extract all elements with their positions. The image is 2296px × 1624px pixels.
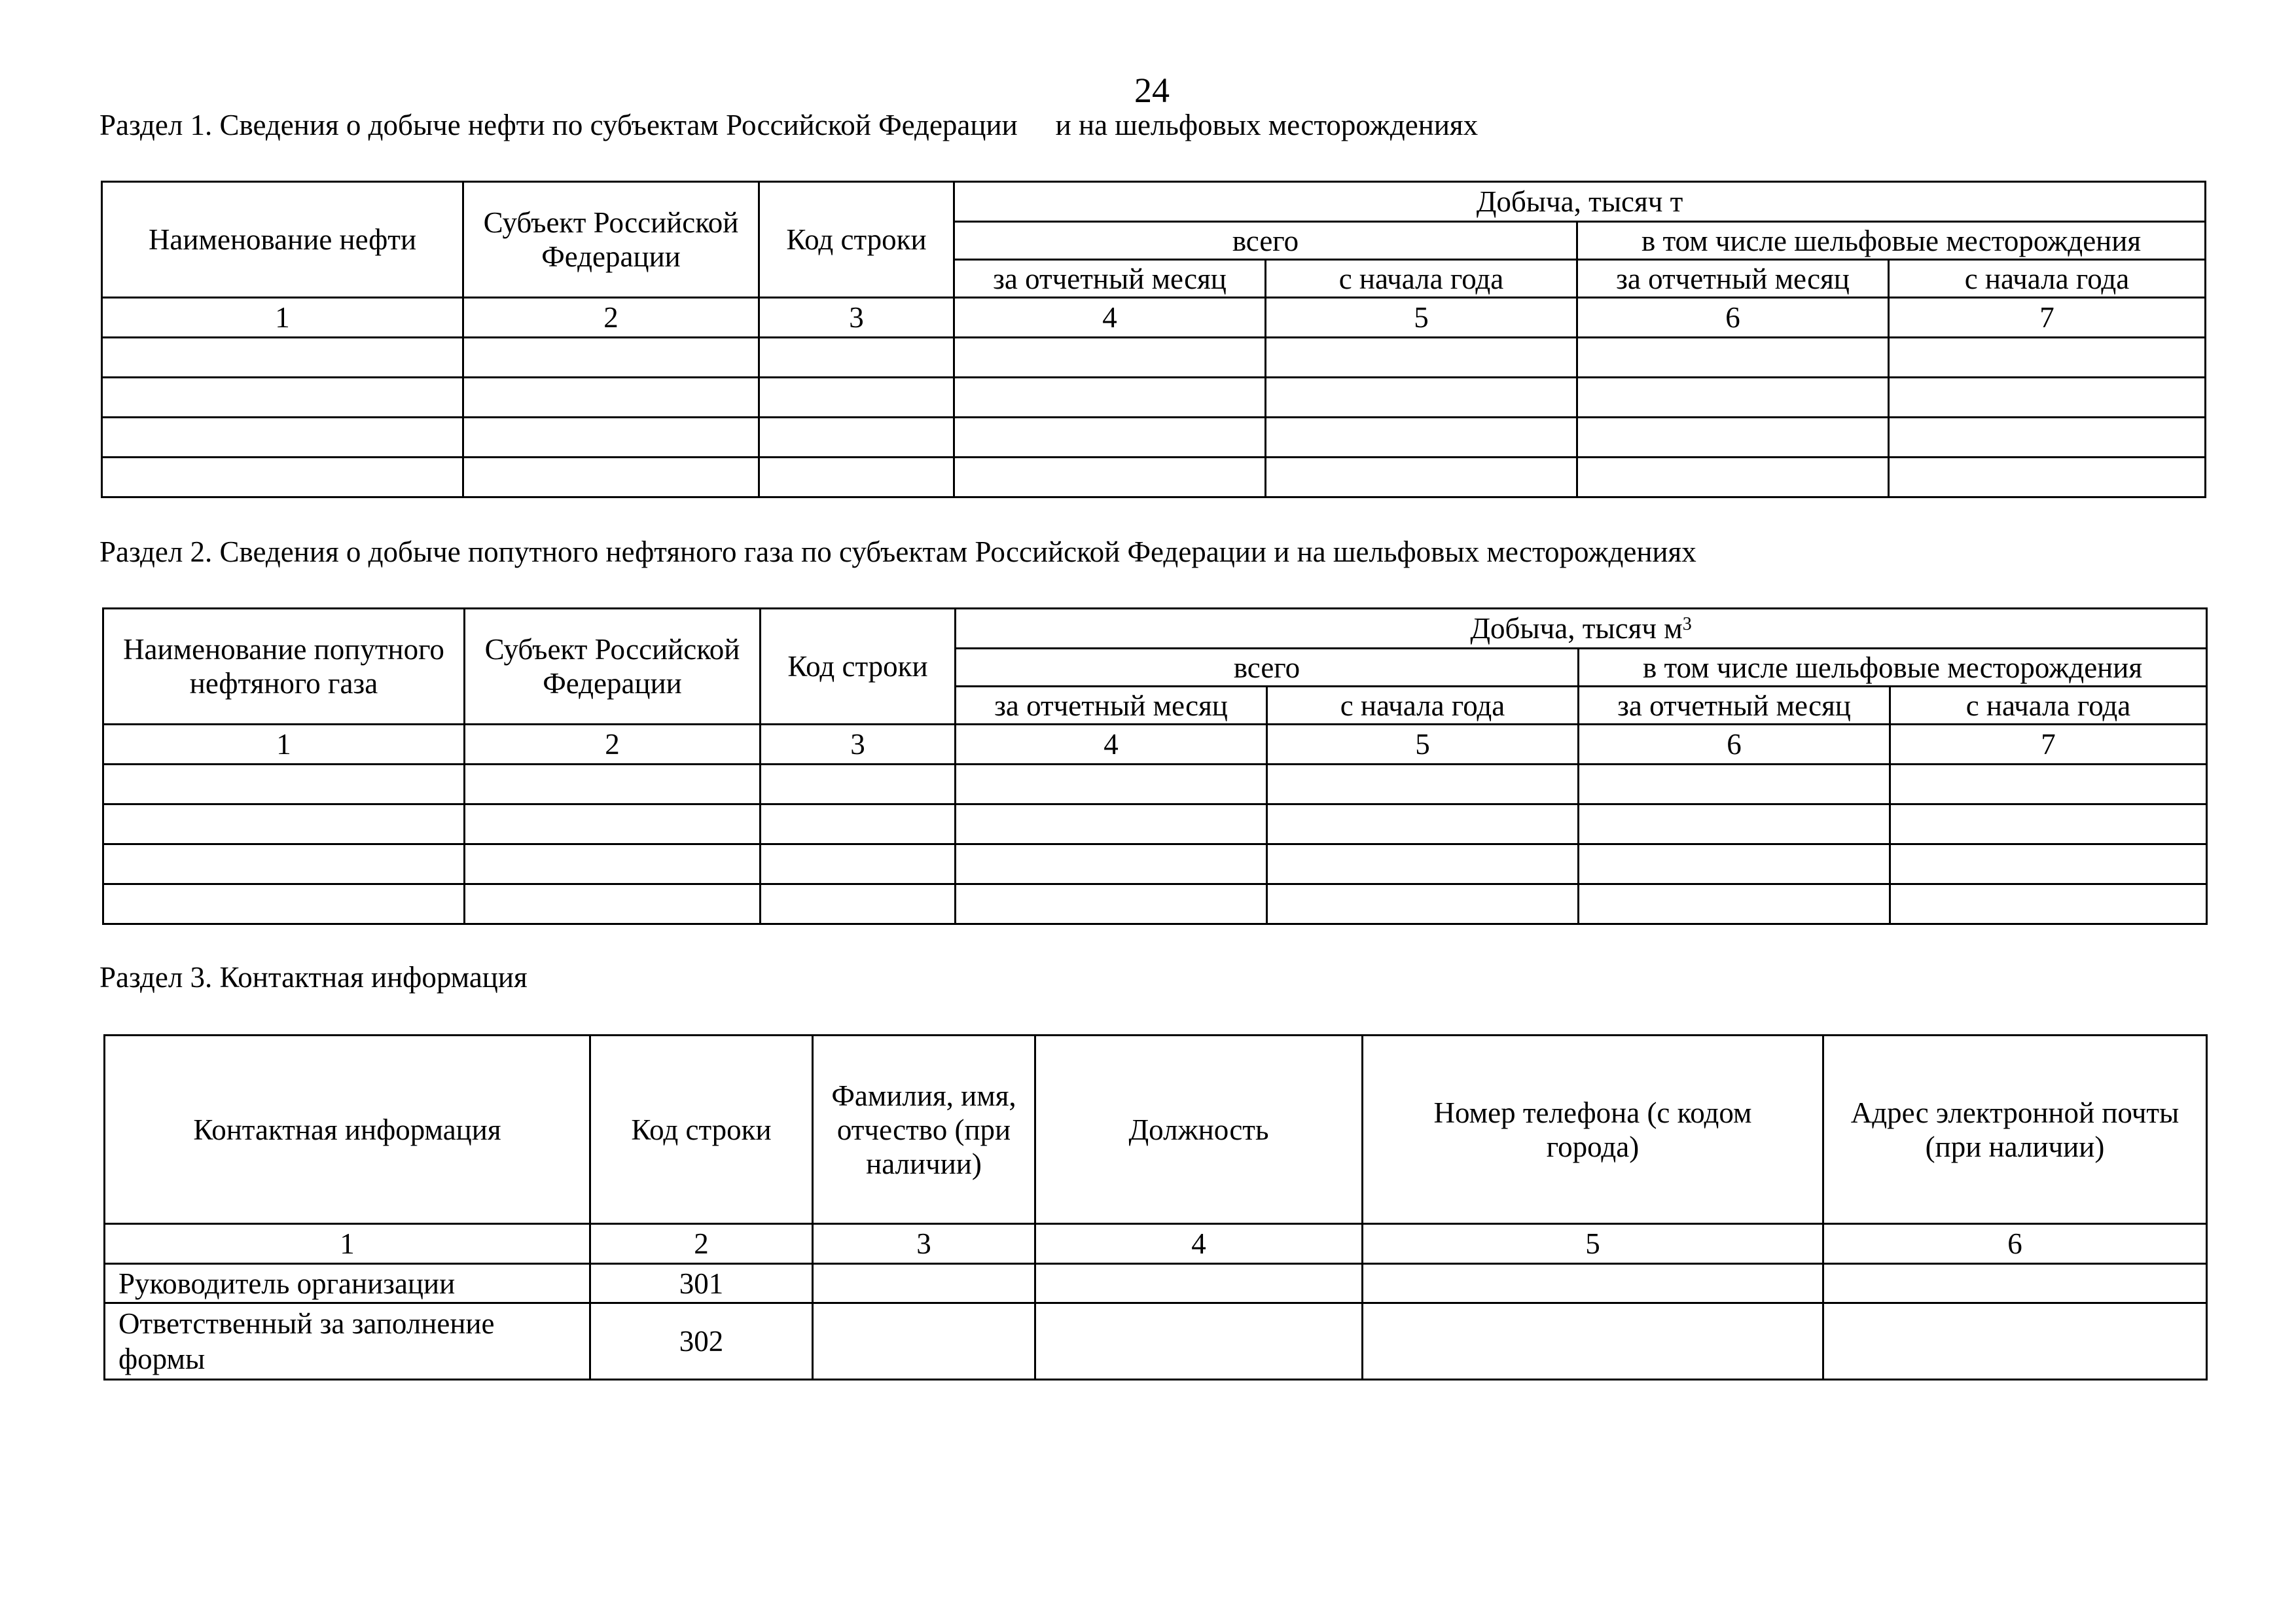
empty-cell[interactable] (761, 844, 956, 884)
table-row (102, 458, 2206, 497)
empty-cell[interactable] (1890, 844, 2207, 884)
s2-header-production (956, 609, 2207, 649)
s1-colnum: 5 (1266, 298, 1577, 338)
s1-colnum: 6 (1577, 298, 1889, 338)
empty-cell[interactable] (1579, 765, 1890, 804)
empty-cell[interactable] (956, 765, 1267, 804)
s1-header-total-year: с начала года (1266, 260, 1577, 298)
s2-header-total-year: с начала года (1267, 687, 1579, 725)
s3-colnum: 2 (590, 1224, 813, 1264)
empty-cell[interactable] (956, 844, 1267, 884)
empty-cell[interactable] (759, 458, 954, 497)
empty-cell[interactable] (761, 804, 956, 844)
empty-cell[interactable] (1035, 1303, 1363, 1380)
s3-row-code: 302 (590, 1303, 813, 1380)
empty-cell[interactable] (1267, 884, 1579, 924)
s3-colnum: 5 (1363, 1224, 1823, 1264)
empty-cell[interactable] (813, 1264, 1035, 1303)
empty-cell[interactable] (463, 418, 759, 458)
s1-colnum: 2 (463, 298, 759, 338)
s2-header-name: Наименование попутного нефтяного газа (103, 609, 465, 725)
empty-cell[interactable] (1577, 418, 1889, 458)
empty-cell[interactable] (103, 844, 465, 884)
table-row (103, 804, 2207, 844)
s2-production-unit-power: 3 (1682, 614, 1692, 634)
s3-row-label: Ответственный за заполнение формы (105, 1303, 590, 1380)
section2-table (102, 607, 2208, 925)
s1-header-shelf-month: за отчетный месяц (1577, 260, 1889, 298)
s2-header-total: всего (956, 649, 1579, 687)
section2-title: Раздел 2. Сведения о добыче попутного нефтяного газа по субъектам Российской Федерации и на шельфовых месторождениях (99, 535, 1696, 568)
s3-column-numbers-row (105, 1224, 2207, 1264)
s3-row-code: 301 (590, 1264, 813, 1303)
empty-cell[interactable] (954, 418, 1266, 458)
empty-cell[interactable] (1890, 765, 2207, 804)
s2-column-numbers-row (103, 725, 2207, 765)
empty-cell[interactable] (102, 378, 463, 418)
empty-cell[interactable] (102, 418, 463, 458)
empty-cell[interactable] (761, 765, 956, 804)
s1-header-production: Добыча, тысяч т (954, 182, 2206, 222)
empty-cell[interactable] (759, 378, 954, 418)
empty-cell[interactable] (956, 884, 1267, 924)
empty-cell[interactable] (1579, 884, 1890, 924)
empty-cell[interactable] (1577, 338, 1889, 378)
section1-table (101, 181, 2206, 498)
s3-header-phone: Номер телефона (с кодом города) (1363, 1036, 1823, 1224)
s2-header-shelf-month: за отчетный месяц (1579, 687, 1890, 725)
empty-cell[interactable] (463, 458, 759, 497)
empty-cell[interactable] (1266, 338, 1577, 378)
s1-colnum: 3 (759, 298, 954, 338)
s2-production-label: Добыча, тысяч м (1470, 612, 1683, 645)
s1-header-shelf-year: с начала года (1889, 260, 2206, 298)
empty-cell[interactable] (1823, 1303, 2207, 1380)
s3-header-position: Должность (1035, 1036, 1363, 1224)
s1-header-subject: Субъект Российской Федерации (463, 182, 759, 298)
empty-cell[interactable] (465, 804, 761, 844)
s2-colnum: 4 (956, 725, 1267, 765)
s2-header-row-code: Код строки (761, 609, 956, 725)
empty-cell[interactable] (103, 884, 465, 924)
empty-cell[interactable] (1267, 765, 1579, 804)
s1-colnum: 1 (102, 298, 463, 338)
s2-colnum: 2 (465, 725, 761, 765)
empty-cell[interactable] (1890, 804, 2207, 844)
empty-cell[interactable] (956, 804, 1267, 844)
table-row (105, 1303, 2207, 1380)
s1-header-name: Наименование нефти (102, 182, 463, 298)
section1-title-part1: Раздел 1. Сведения о добыче нефти по субъектам Российской Федерации (99, 109, 1018, 141)
table-row (102, 418, 2206, 458)
empty-cell[interactable] (1577, 378, 1889, 418)
s2-header-total-month: за отчетный месяц (956, 687, 1267, 725)
empty-cell[interactable] (102, 338, 463, 378)
s2-colnum: 7 (1890, 725, 2207, 765)
empty-cell[interactable] (103, 804, 465, 844)
s1-header-total: всего (954, 222, 1577, 260)
empty-cell[interactable] (1267, 844, 1579, 884)
empty-cell[interactable] (761, 884, 956, 924)
empty-cell[interactable] (465, 884, 761, 924)
s2-colnum: 1 (103, 725, 465, 765)
section3-table (103, 1034, 2208, 1380)
empty-cell[interactable] (1267, 804, 1579, 844)
s2-header-subject: Субъект Российской Федерации (465, 609, 761, 725)
empty-cell[interactable] (465, 844, 761, 884)
empty-cell[interactable] (1266, 418, 1577, 458)
s1-column-numbers-row (102, 298, 2206, 338)
empty-cell[interactable] (1035, 1264, 1363, 1303)
table-row (103, 884, 2207, 924)
s3-header-full-name: Фамилия, имя, отчество (при наличии) (813, 1036, 1035, 1224)
empty-cell[interactable] (759, 418, 954, 458)
empty-cell[interactable] (1579, 804, 1890, 844)
table-row (103, 765, 2207, 804)
s1-header-row-code: Код строки (759, 182, 954, 298)
empty-cell[interactable] (1266, 378, 1577, 418)
empty-cell[interactable] (1889, 458, 2206, 497)
table-row (103, 844, 2207, 884)
s3-colnum: 1 (105, 1224, 590, 1264)
s3-colnum: 4 (1035, 1224, 1363, 1264)
s3-colnum: 6 (1823, 1224, 2207, 1264)
table-row (102, 338, 2206, 378)
s1-colnum: 7 (1889, 298, 2206, 338)
empty-cell[interactable] (102, 458, 463, 497)
s1-colnum: 4 (954, 298, 1266, 338)
empty-cell[interactable] (1577, 458, 1889, 497)
section3-title: Раздел 3. Контактная информация (99, 961, 528, 994)
empty-cell[interactable] (463, 338, 759, 378)
empty-cell[interactable] (1363, 1303, 1823, 1380)
empty-cell[interactable] (465, 765, 761, 804)
empty-cell[interactable] (1363, 1264, 1823, 1303)
s3-header-row-code: Код строки (590, 1036, 813, 1224)
table-row (105, 1264, 2207, 1303)
table-row (102, 378, 2206, 418)
s2-colnum: 5 (1267, 725, 1579, 765)
s1-header-incl-shelf: в том числе шельфовые месторождения (1577, 222, 2206, 260)
s3-colnum: 3 (813, 1224, 1035, 1264)
empty-cell[interactable] (1579, 844, 1890, 884)
empty-cell[interactable] (1889, 378, 2206, 418)
empty-cell[interactable] (463, 378, 759, 418)
empty-cell[interactable] (1889, 338, 2206, 378)
empty-cell[interactable] (954, 338, 1266, 378)
s3-row-label: Руководитель организации (105, 1264, 590, 1303)
section1-title (99, 107, 1478, 143)
s2-colnum: 6 (1579, 725, 1890, 765)
empty-cell[interactable] (1823, 1264, 2207, 1303)
empty-cell[interactable] (103, 765, 465, 804)
empty-cell[interactable] (1890, 884, 2207, 924)
empty-cell[interactable] (1889, 418, 2206, 458)
page-number: 24 (1134, 71, 1170, 110)
empty-cell[interactable] (1266, 458, 1577, 497)
s3-header-email: Адрес электронной почты (при наличии) (1823, 1036, 2207, 1224)
empty-cell[interactable] (759, 338, 954, 378)
s2-header-incl-shelf: в том числе шельфовые месторождения (1579, 649, 2207, 687)
section1-title-part2: и на шельфовых месторождениях (1055, 109, 1479, 141)
empty-cell[interactable] (813, 1303, 1035, 1380)
s1-header-total-month: за отчетный месяц (954, 260, 1266, 298)
empty-cell[interactable] (954, 458, 1266, 497)
s2-header-shelf-year: с начала года (1890, 687, 2207, 725)
s3-header-contact-info: Контактная информация (105, 1036, 590, 1224)
s2-colnum: 3 (761, 725, 956, 765)
empty-cell[interactable] (954, 378, 1266, 418)
